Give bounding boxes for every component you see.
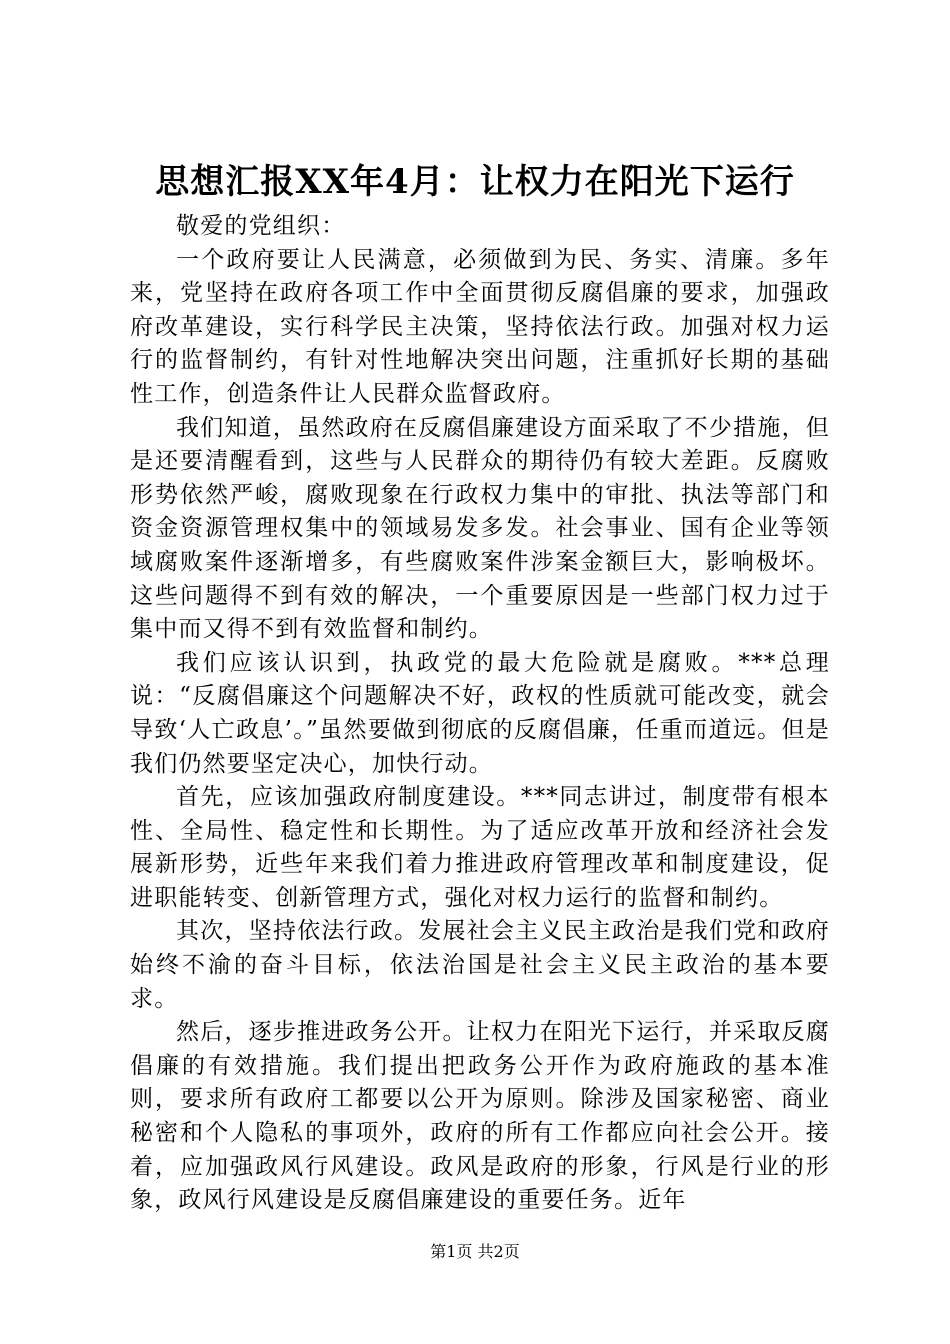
paragraph-4: 首先，应该加强政府制度建设。***同志讲过，制度带有根本性、全局性、稳定性和长期性。为了适应改革开放和经济社会发展新形势，近些年来我们着力推进政府管理改革和制度建设，促进职能转变、创新管理方式，强化对权力运行的监督和制约。 xyxy=(130,784,830,911)
paragraph-2: 我们知道，虽然政府在反腐倡廉建设方面采取了不少措施，但是还要清醒看到，这些与人民群众的期待仍有较大差距。反腐败形势依然严峻，腐败现象在行政权力集中的审批、执法等部门和资金资源管理权集中的领域易发多发。社会事业、国有企业等领域腐败案件逐渐增多，有些腐败案件涉案金额巨大，影响极坏。这些问题得不到有效的解决，一个重要原因是一些部门权力过于集中而又得不到有效监督和制约。 xyxy=(130,414,830,643)
salutation: 敬爱的党组织： xyxy=(176,213,346,239)
page-indicator: 第1页 共2页 xyxy=(430,1242,520,1261)
paragraph-6: 然后，逐步推进政务公开。让权力在阳光下运行，并采取反腐倡廉的有效措施。我们提出把政务公开作为政府施政的基本准则，要求所有政府工都要以公开为原则。除涉及国家秘密、商业秘密和个人隐私的事项外，政府的所有工作都应向社会公开。接着，应加强政风行风建设。政风是政府的形象，行风是行业的形象，政风行风建设是反腐倡廉建设的重要任务。近年 xyxy=(130,1019,830,1214)
paragraph-3: 我们应该认识到，执政党的最大危险就是腐败。***总理说：“反腐倡廉这个问题解决不好，政权的性质就可能改变，就会导致‘人亡政息’。”虽然要做到彻底的反腐倡廉，任重而道远。但是我们仍然要坚定决心，加快行动。 xyxy=(130,649,830,777)
document-title: 思想汇报XX年4月：让权力在阳光下运行 xyxy=(155,162,795,202)
document-body xyxy=(130,210,830,1218)
paragraph-5: 其次，坚持依法行政。发展社会主义民主政治是我们党和政府始终不渝的奋斗目标，依法治国是社会主义民主政治的基本要求。 xyxy=(130,918,830,1012)
paragraph-1: 一个政府要让人民满意，必须做到为民、务实、清廉。多年来，党坚持在政府各项工作中全面贯彻反腐倡廉的要求，加强政府改革建设，实行科学民主决策，坚持依法行政。加强对权力运行的监督制约，有针对性地解决突出问题，注重抓好长期的基础性工作，创造条件让人民群众监督政府。 xyxy=(130,246,830,407)
